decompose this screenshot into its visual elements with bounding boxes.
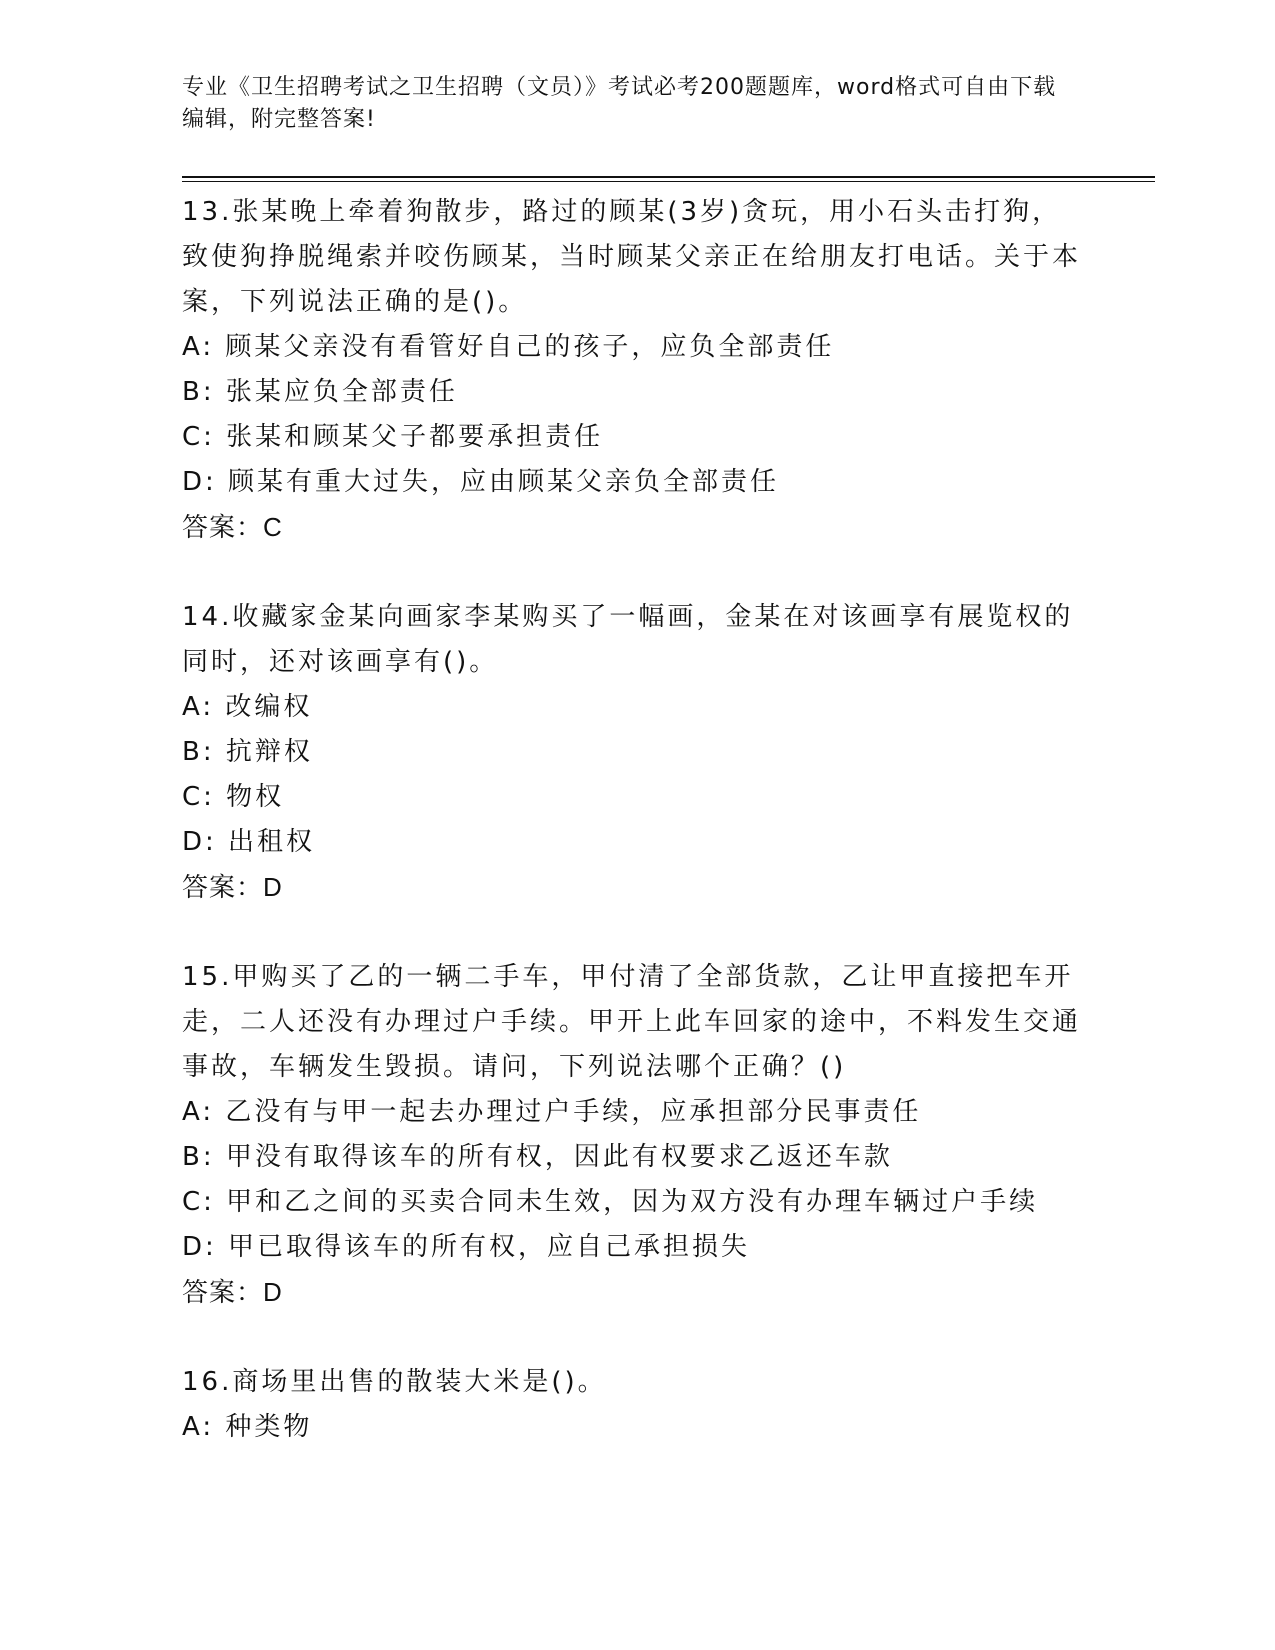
option-c: C: 甲和乙之间的买卖合同未生效，因为双方没有办理车辆过户手续: [182, 1187, 1039, 1217]
question-stem: 16.商场里出售的散装大米是()。: [182, 1367, 607, 1397]
answer-label: 答案：D: [182, 872, 283, 902]
option-c: C: 物权: [182, 782, 285, 812]
option-b: B: 抗辩权: [182, 737, 313, 767]
option-d: D: 出租权: [182, 827, 316, 857]
document-header: 专业《卫生招聘考试之卫生招聘（文员）》考试必考200题题库，word格式可自由下载编辑，附完整答案!: [182, 75, 1057, 132]
option-b: B: 张某应负全部责任: [182, 377, 458, 407]
question-stem: 13.张某晚上牵着狗散步，路过的顾某(3岁)贪玩，用小石头击打狗，致使狗挣脱绳索并咬伤顾某，当时顾某父亲正在给朋友打电话。关于本案，下列说法正确的是()。: [182, 197, 1082, 317]
header-rule-thick: [182, 176, 1155, 178]
option-d: D: 顾某有重大过失，应由顾某父亲负全部责任: [182, 467, 780, 497]
question-16: [182, 1360, 1082, 1450]
question-14: [182, 595, 1082, 910]
question-stem: 14.收藏家金某向画家李某购买了一幅画，金某在对该画享有展览权的同时，还对该画享有()。: [182, 602, 1074, 677]
option-d: D: 甲已取得该车的所有权，应自己承担损失: [182, 1232, 751, 1262]
option-b: B: 甲没有取得该车的所有权，因此有权要求乙返还车款: [182, 1142, 893, 1172]
answer-label: 答案：D: [182, 1277, 283, 1307]
question-list: [182, 190, 1082, 1450]
option-a: A: 种类物: [182, 1412, 313, 1442]
option-a: A: 顾某父亲没有看管好自己的孩子，应负全部责任: [182, 332, 835, 362]
question-15: [182, 955, 1082, 1315]
question-13: [182, 190, 1082, 550]
answer-label: 答案：C: [182, 512, 283, 542]
option-a: A: 改编权: [182, 692, 313, 722]
header-rule-thin: [182, 181, 1155, 182]
option-c: C: 张某和顾某父子都要承担责任: [182, 422, 604, 452]
option-a: A: 乙没有与甲一起去办理过户手续，应承担部分民事责任: [182, 1097, 922, 1127]
question-stem: 15.甲购买了乙的一辆二手车，甲付清了全部货款，乙让甲直接把车开走，二人还没有办理过户手续。甲开上此车回家的途中，不料发生交通事故，车辆发生毁损。请问，下列说法哪个正确？(): [182, 962, 1082, 1082]
